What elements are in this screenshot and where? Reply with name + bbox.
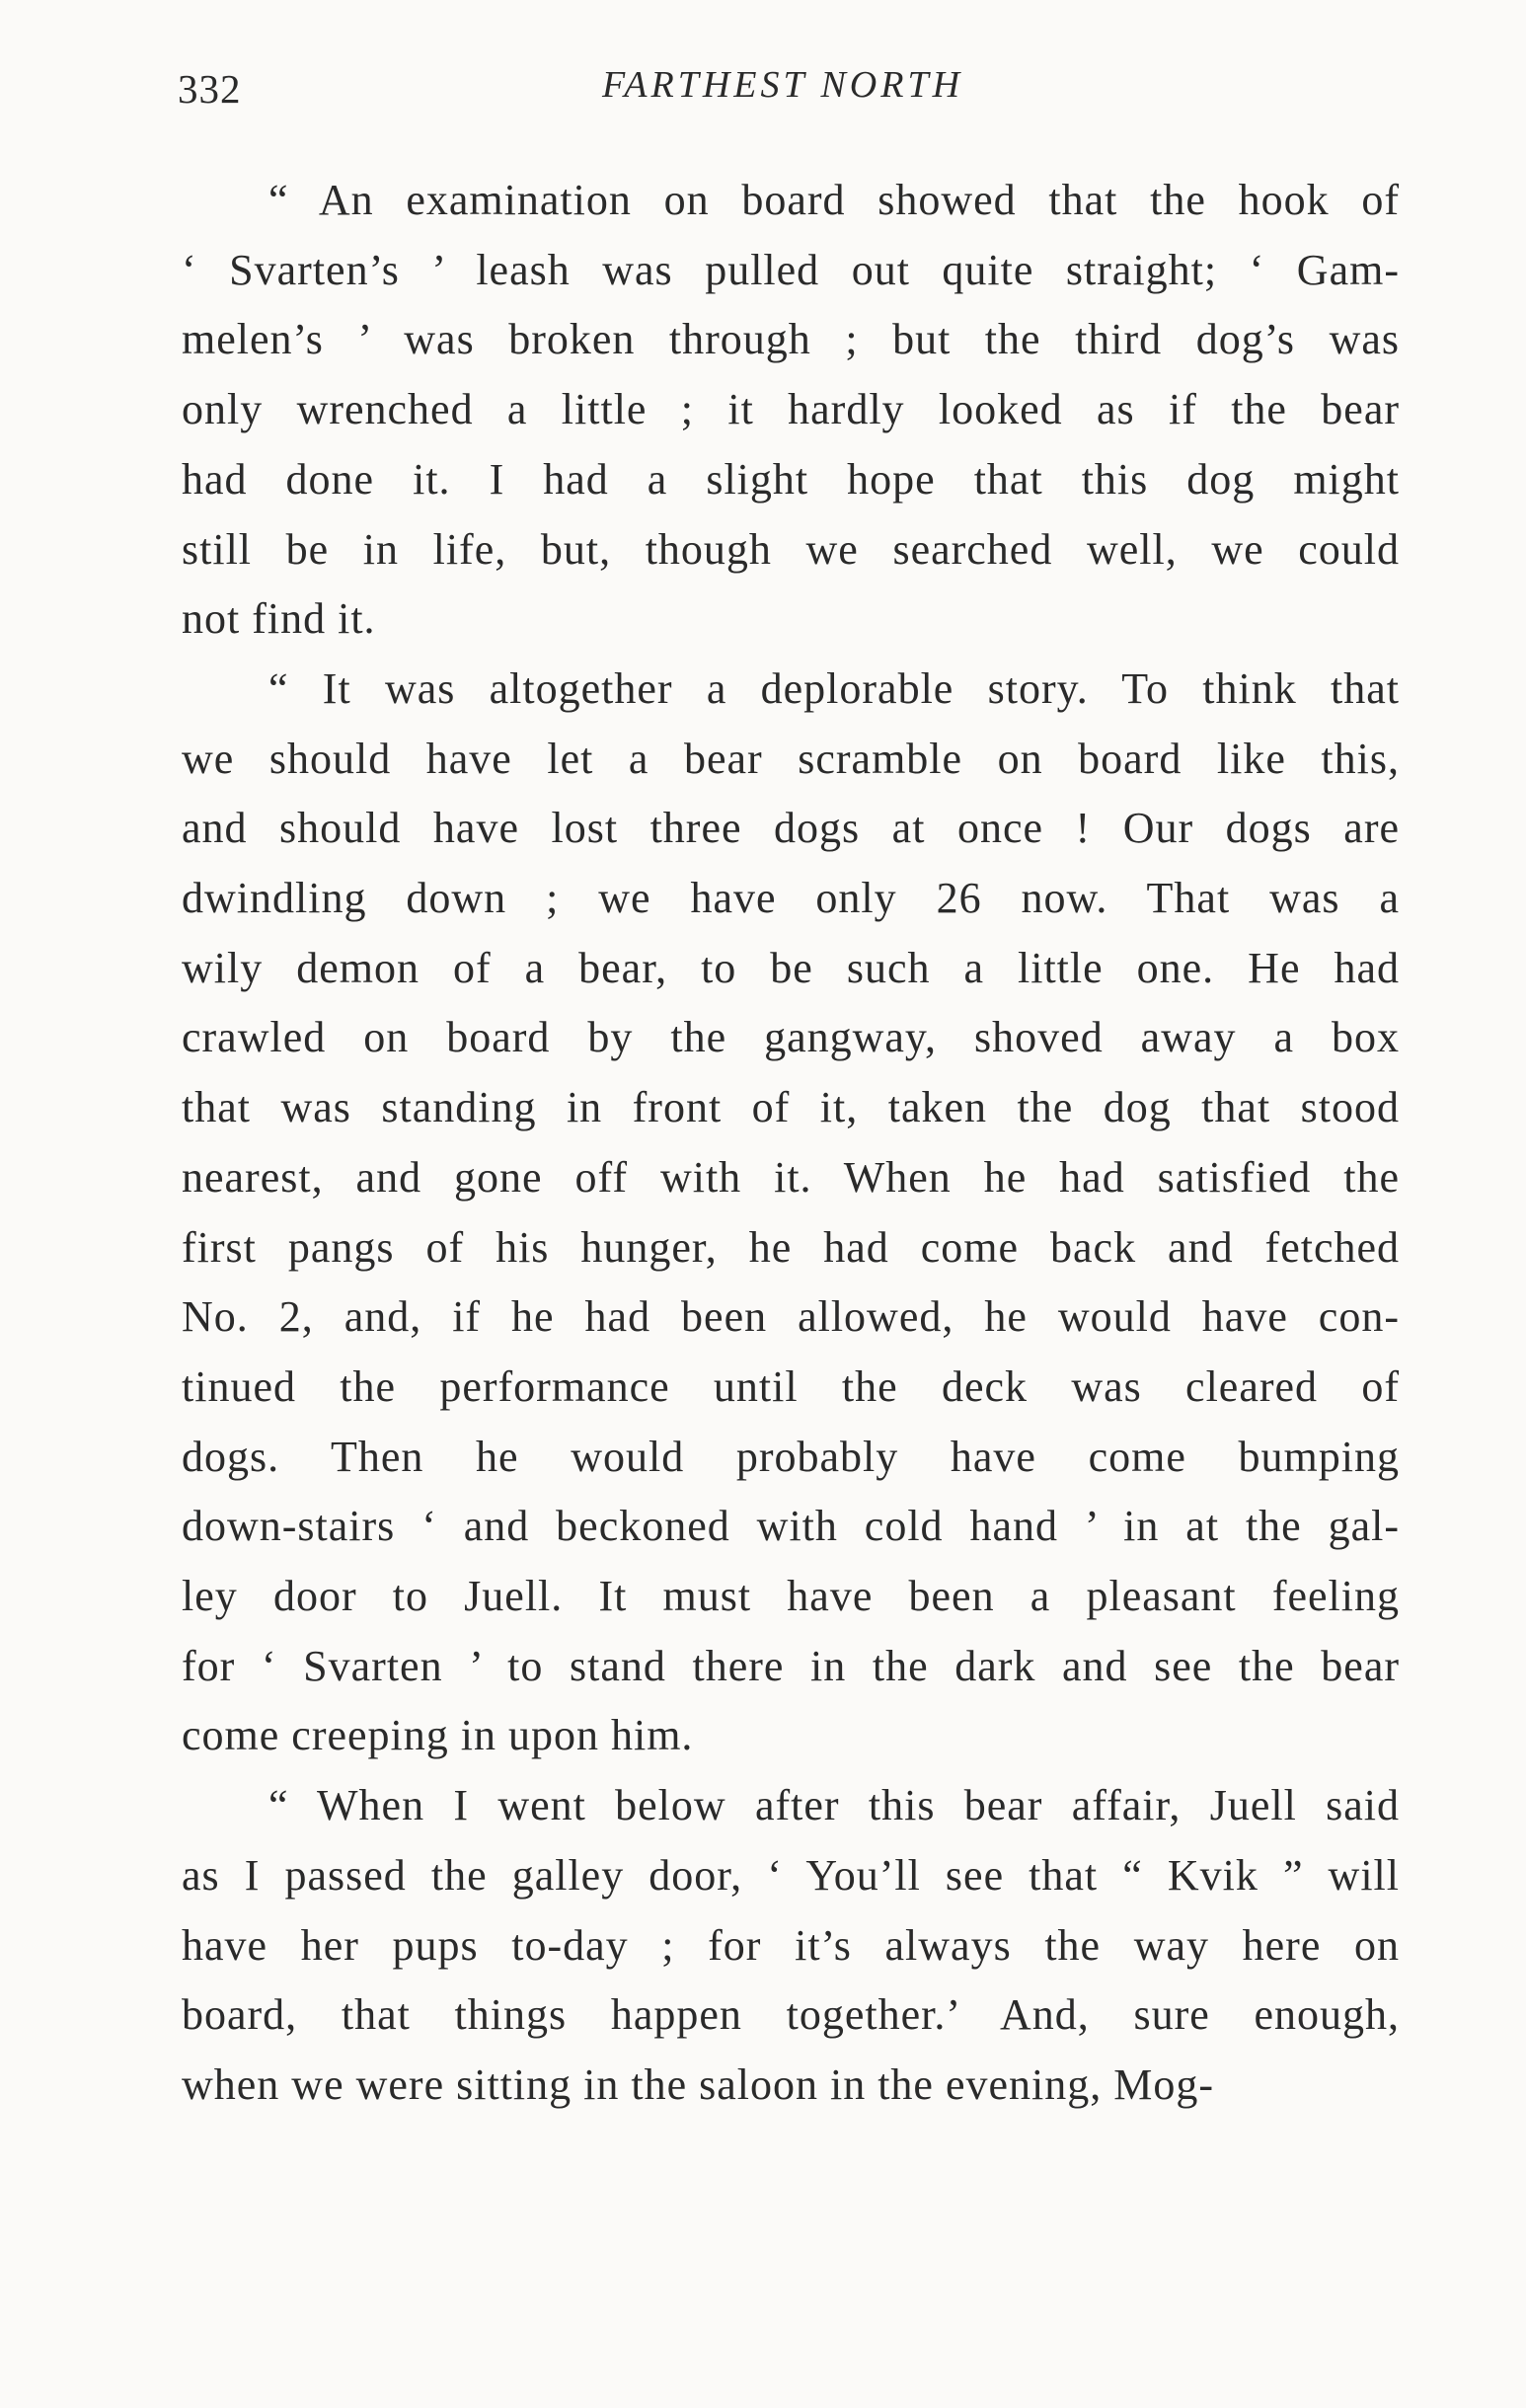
text-line: still be in life, but, though we searched well, we could	[182, 524, 1400, 574]
text-line: ‘ Svarten’s ’ leash was pulled out quite straight; ‘ Gam-	[182, 245, 1400, 294]
text-line: have her pups to-day ; for it’s always the way here on	[182, 1920, 1400, 1970]
paragraph	[182, 1771, 1400, 2121]
text-line: that was standing in front of it, taken the dog that stood	[182, 1083, 1400, 1132]
text-line: we should have let a bear scramble on board like this,	[182, 734, 1400, 783]
text-line: “ It was altogether a deplorable story. To think that	[268, 663, 1400, 713]
body-text	[182, 166, 1400, 2121]
text-line: dogs. Then he would probably have come bumping	[182, 1432, 1400, 1481]
text-line: nearest, and gone off with it. When he had satisfied the	[182, 1152, 1400, 1202]
text-line: down-stairs ‘ and beckoned with cold hand ’ in at the gal-	[182, 1502, 1400, 1551]
text-line: as I passed the galley door, ‘ You’ll see that “ Kvik ” will	[182, 1850, 1400, 1900]
text-line: first pangs of his hunger, he had come back and fetched	[182, 1222, 1400, 1272]
text-line: crawled on board by the gangway, shoved away a box	[182, 1013, 1400, 1062]
paragraph	[182, 166, 1400, 655]
text-line: and should have lost three dogs at once ! Our dogs are	[182, 804, 1400, 853]
text-line: ley door to Juell. It must have been a pleasant feeling	[182, 1572, 1400, 1621]
text-line: for ‘ Svarten ’ to stand there in the dark and see the bear	[182, 1641, 1400, 1690]
text-line: not find it.	[182, 594, 376, 644]
text-line: “ When I went below after this bear affair, Juell said	[268, 1781, 1400, 1830]
text-line: “ An examination on board showed that the hook of	[268, 176, 1400, 224]
text-line: dwindling down ; we have only 26 now. That was a	[182, 874, 1400, 923]
text-line: when we were sitting in the saloon in the evening, Mog-	[182, 2059, 1215, 2109]
page-number: 332	[178, 66, 242, 112]
text-line: wily demon of a bear, to be such a little one. He had	[182, 943, 1400, 992]
text-line: board, that things happen together.’ And, sure enough,	[182, 1990, 1400, 2040]
text-line: only wrenched a little ; it hardly looked as if the bear	[182, 385, 1400, 434]
text-line: melen’s ’ was broken through ; but the third dog’s was	[182, 315, 1400, 364]
running-head: FARTHEST NORTH	[601, 64, 964, 106]
paragraph	[182, 655, 1400, 1771]
text-line: come creeping in upon him.	[182, 1711, 694, 1760]
text-line: had done it. I had a slight hope that this dog might	[182, 454, 1400, 504]
text-line: No. 2, and, if he had been allowed, he would have con-	[182, 1292, 1400, 1342]
text-line: tinued the performance until the deck was cleared of	[182, 1361, 1400, 1411]
